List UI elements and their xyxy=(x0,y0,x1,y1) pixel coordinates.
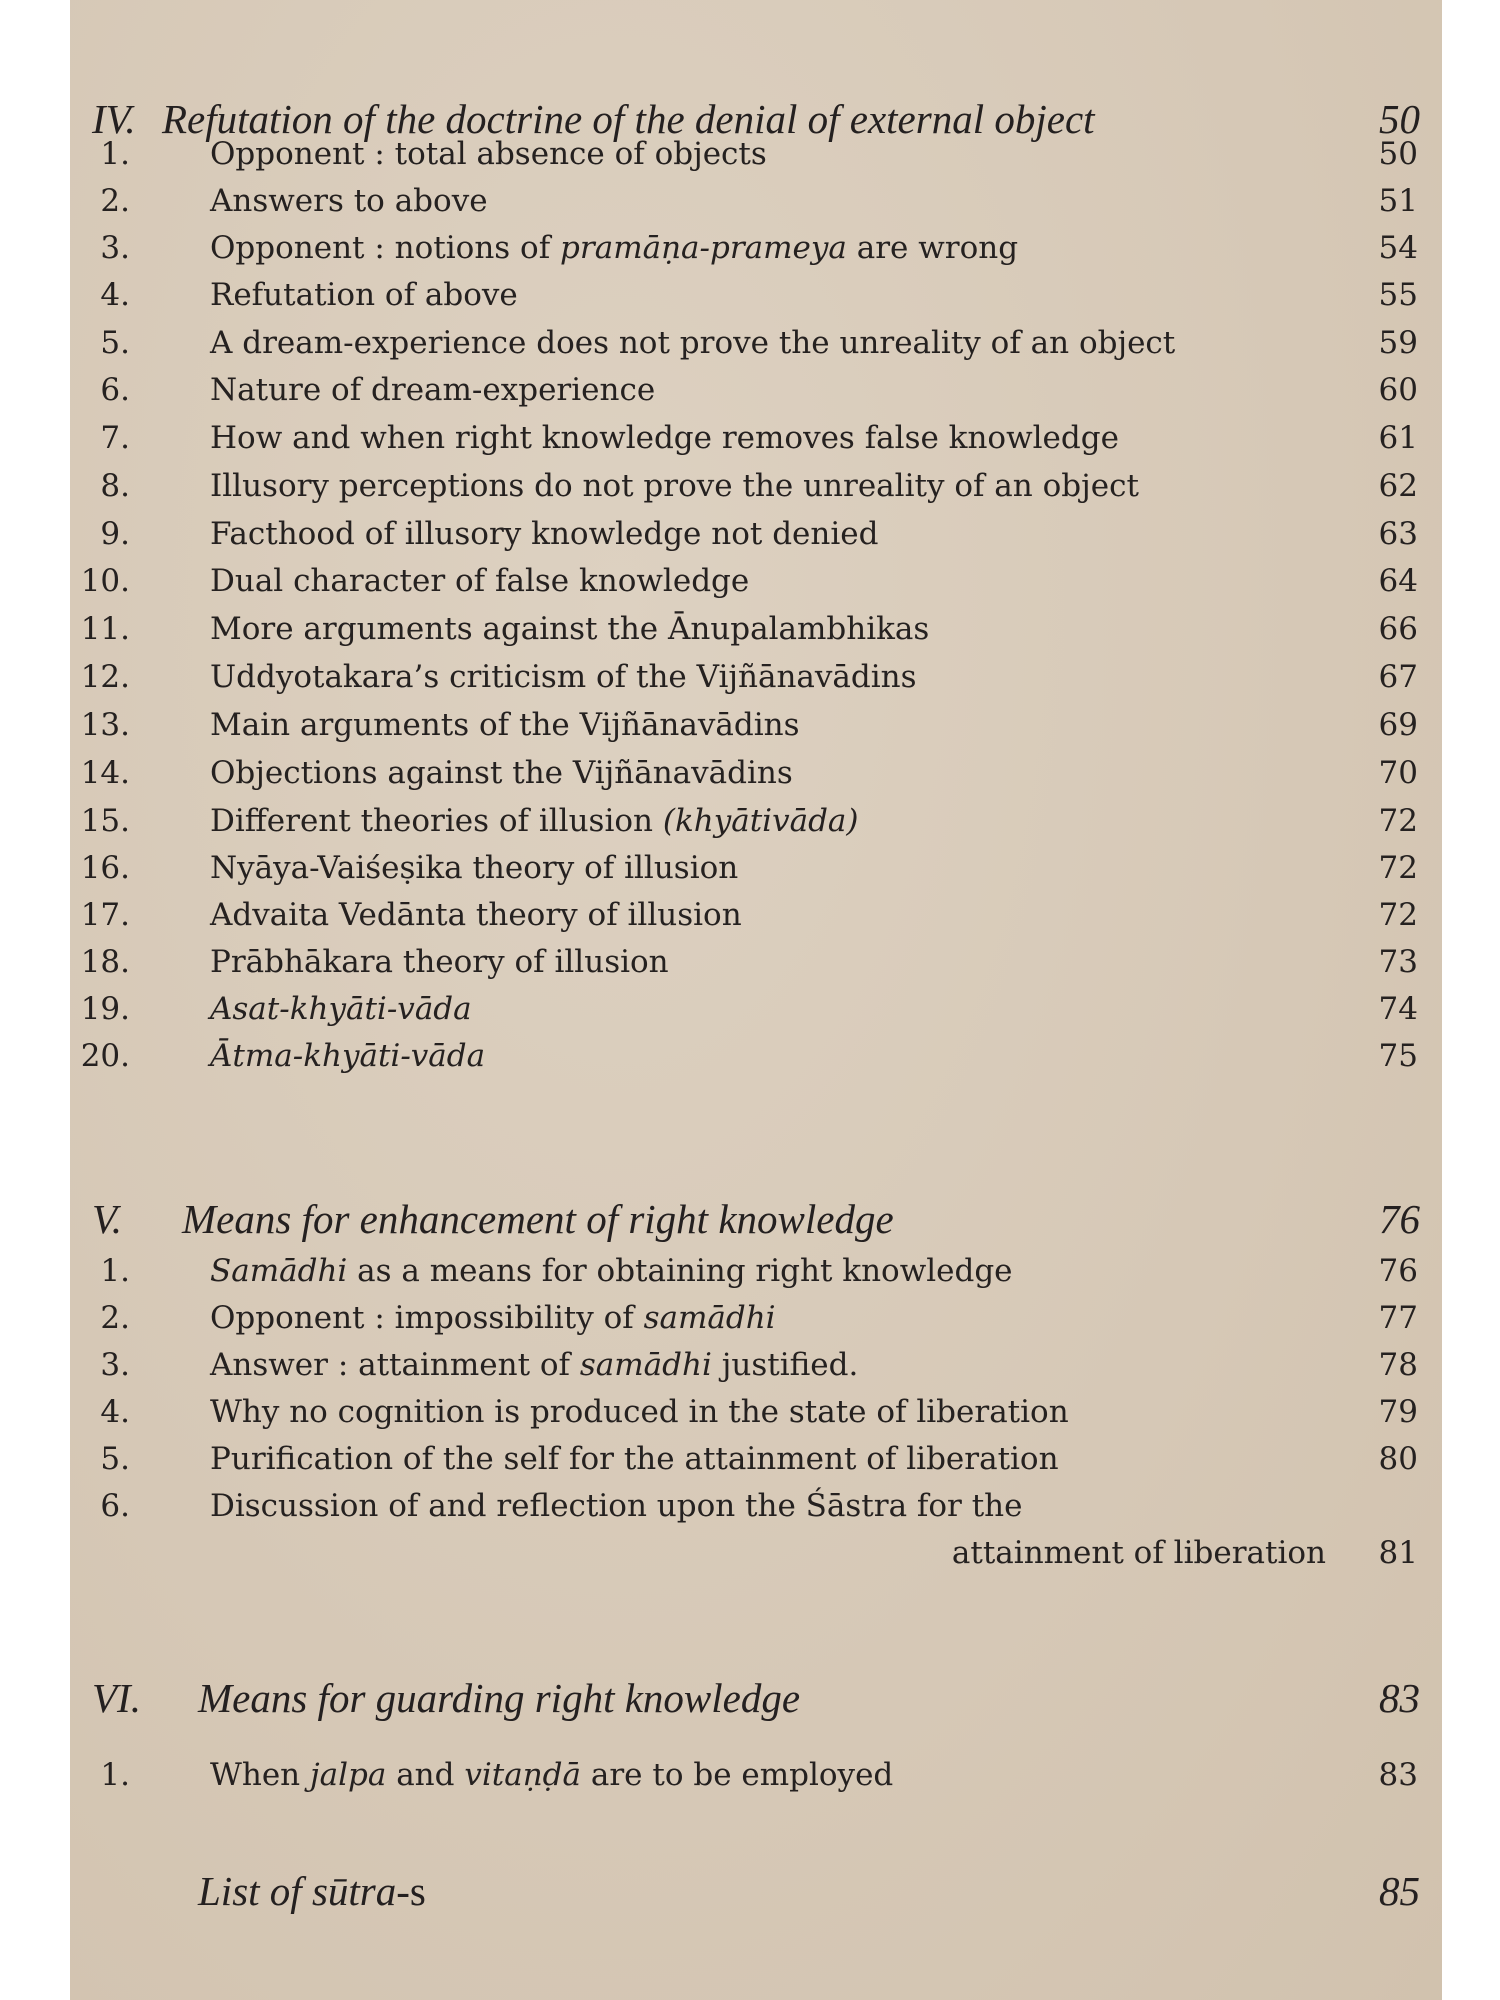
item-text: Discussion of and reflection upon the Śāstra for the xyxy=(210,1488,1023,1524)
item-number: 6. xyxy=(100,372,130,408)
item-number: 12. xyxy=(80,659,130,695)
item-page: 60 xyxy=(1378,372,1418,408)
item-page: 63 xyxy=(1378,516,1418,552)
list-page: 85 xyxy=(1379,1868,1420,1914)
item-text: Prābhākara theory of illusion xyxy=(210,944,669,980)
item-number: 1. xyxy=(100,1757,130,1793)
item-page: 81 xyxy=(1378,1535,1418,1571)
item-text: Refutation of above xyxy=(210,277,518,313)
item-number: 19. xyxy=(80,991,130,1027)
item-text: Opponent : impossibility of samādhi xyxy=(210,1300,776,1336)
item-number: 18. xyxy=(80,944,130,980)
item-number: 6. xyxy=(100,1488,130,1524)
item-number: 15. xyxy=(80,803,130,839)
item-page: 79 xyxy=(1378,1394,1418,1430)
item-page: 72 xyxy=(1378,850,1418,886)
item-number: 20. xyxy=(80,1038,130,1074)
item-text: How and when right knowledge removes false knowledge xyxy=(210,420,1119,456)
item-page: 73 xyxy=(1378,944,1418,980)
section-page: 76 xyxy=(1379,1196,1420,1242)
section-title: Refutation of the doctrine of the denial of external object xyxy=(162,96,1095,142)
section-page: 83 xyxy=(1379,1675,1420,1721)
item-page: 64 xyxy=(1378,563,1418,599)
item-number: 5. xyxy=(100,325,130,361)
item-page: 80 xyxy=(1378,1441,1418,1477)
item-text: Asat-khyāti-vāda xyxy=(210,991,472,1027)
item-page: 61 xyxy=(1378,420,1418,456)
section-page: 50 xyxy=(1379,96,1420,142)
item-page: 67 xyxy=(1378,659,1418,695)
item-text: Ātma-khyāti-vāda xyxy=(210,1038,486,1074)
item-number: 2. xyxy=(100,1300,130,1336)
item-text: Samādhi as a means for obtaining right knowledge xyxy=(210,1253,1013,1289)
item-page: 50 xyxy=(1378,136,1418,172)
item-page: 62 xyxy=(1378,468,1418,504)
item-page: 55 xyxy=(1378,277,1418,313)
item-text: Answers to above xyxy=(210,183,488,219)
item-page: 72 xyxy=(1378,803,1418,839)
item-page: 74 xyxy=(1378,991,1418,1027)
item-page: 70 xyxy=(1378,755,1418,791)
item-number: 5. xyxy=(100,1441,130,1477)
item-number: 16. xyxy=(80,850,130,886)
item-page: 83 xyxy=(1378,1757,1418,1793)
item-page: 75 xyxy=(1378,1038,1418,1074)
item-page: 78 xyxy=(1378,1347,1418,1383)
item-number: 9. xyxy=(100,516,130,552)
item-text: Nature of dream-experience xyxy=(210,372,656,408)
item-text: A dream-experience does not prove the unreality of an object xyxy=(210,325,1176,361)
item-page: 51 xyxy=(1378,183,1418,219)
item-text: Facthood of illusory knowledge not denied xyxy=(210,516,879,552)
list-title: List of sūtra-s xyxy=(198,1868,426,1914)
item-number: 4. xyxy=(100,277,130,313)
item-number: 1. xyxy=(100,136,130,172)
item-text: Main arguments of the Vijñānavādins xyxy=(210,707,800,743)
item-number: 11. xyxy=(80,611,130,647)
item-number: 3. xyxy=(100,230,130,266)
section-title: Means for enhancement of right knowledge xyxy=(182,1196,894,1242)
item-text: Uddyotakara’s criticism of the Vijñānavādins xyxy=(210,659,917,695)
item-text: Answer : attainment of samādhi justified. xyxy=(210,1347,859,1383)
item-number: 4. xyxy=(100,1394,130,1430)
item-number: 8. xyxy=(100,468,130,504)
item-number: 17. xyxy=(80,897,130,933)
item-page: 59 xyxy=(1378,325,1418,361)
item-page: 76 xyxy=(1378,1253,1418,1289)
item-number: 3. xyxy=(100,1347,130,1383)
item-text-continued: attainment of liberation xyxy=(951,1535,1326,1571)
section-title: Means for guarding right knowledge xyxy=(198,1675,801,1721)
item-number: 13. xyxy=(80,707,130,743)
item-text: Opponent : total absence of objects xyxy=(210,136,767,172)
item-number: 2. xyxy=(100,183,130,219)
item-text: Illusory perceptions do not prove the unreality of an object xyxy=(210,468,1139,504)
item-number: 10. xyxy=(80,563,130,599)
section-number: IV. xyxy=(92,96,136,142)
item-text: Why no cognition is produced in the state of liberation xyxy=(210,1394,1069,1430)
item-text: Different theories of illusion (khyātivāda) xyxy=(210,803,859,839)
item-page: 72 xyxy=(1378,897,1418,933)
section-number: V. xyxy=(92,1196,123,1242)
item-text: More arguments against the Ānupalambhikas xyxy=(210,611,930,647)
item-text: Dual character of false knowledge xyxy=(210,563,750,599)
item-number: 7. xyxy=(100,420,130,456)
item-text: When jalpa and vitaṇḍā are to be employed xyxy=(210,1757,894,1793)
item-page: 66 xyxy=(1378,611,1418,647)
book-page xyxy=(70,0,1442,2000)
item-text: Opponent : notions of pramāṇa-prameya are wrong xyxy=(210,230,1019,266)
item-number: 14. xyxy=(80,755,130,791)
item-page: 69 xyxy=(1378,707,1418,743)
item-text: Objections against the Vijñānavādins xyxy=(210,755,793,791)
item-text: Advaita Vedānta theory of illusion xyxy=(210,897,742,933)
item-text: Purification of the self for the attainment of liberation xyxy=(210,1441,1059,1477)
item-page: 77 xyxy=(1378,1300,1418,1336)
item-text: Nyāya-Vaiśeṣika theory of illusion xyxy=(210,850,739,886)
item-page: 54 xyxy=(1378,230,1418,266)
section-number: VI. xyxy=(92,1675,141,1721)
item-number: 1. xyxy=(100,1253,130,1289)
